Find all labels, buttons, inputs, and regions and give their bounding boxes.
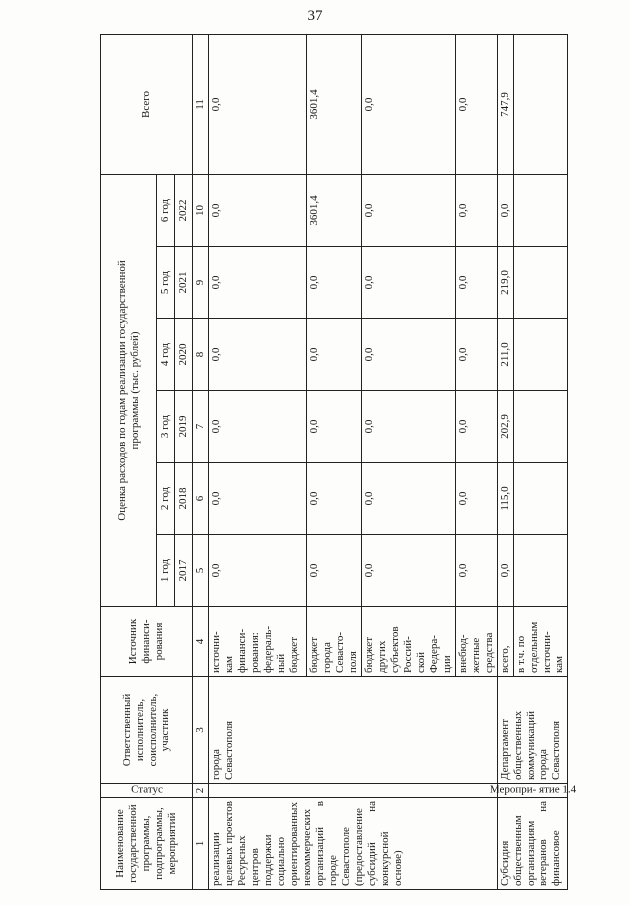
value-cell: 115,0: [497, 463, 513, 535]
year-value: 2018: [175, 463, 193, 535]
col-number: 10: [193, 174, 209, 246]
header-status-text: Статус: [130, 784, 163, 797]
source-cell: внебюд- жетные средства: [455, 607, 497, 677]
col-number: 7: [193, 391, 209, 463]
source-cell: всего,: [497, 607, 513, 677]
status-cell: [489, 784, 576, 798]
total-cell: 0,0: [455, 34, 497, 174]
total-cell: 0,0: [361, 34, 455, 174]
value-cell: 0,0: [361, 463, 455, 535]
year-value: 2019: [175, 391, 193, 463]
year-label: 1 год: [157, 535, 175, 607]
value-cell: 0,0: [361, 247, 455, 319]
year-value: 2017: [175, 535, 193, 607]
value-cell: 202,9: [497, 391, 513, 463]
value-cell: 0,0: [209, 391, 307, 463]
year-label: 5 год: [157, 247, 175, 319]
responsible-cell: города Севастополя: [209, 677, 498, 784]
value-cell: 211,0: [497, 319, 513, 391]
column-number-row: [193, 34, 209, 889]
value-cell: 0,0: [209, 535, 307, 607]
value-cell: [513, 391, 568, 463]
value-cell: [513, 319, 568, 391]
col-number: 8: [193, 319, 209, 391]
value-cell: 219,0: [497, 247, 513, 319]
value-cell: 0,0: [497, 174, 513, 246]
col-number: 6: [193, 463, 209, 535]
value-cell: 0,0: [307, 391, 362, 463]
value-cell: 0,0: [307, 463, 362, 535]
total-cell: 3601,4: [307, 34, 362, 174]
value-cell: [513, 247, 568, 319]
header-status: [101, 784, 193, 798]
program-name-cell: реализации целевых проектов Ресурсных центров поддержки социально ориентированных некоммерческих организаций в городе Севастополе (предоставление субсидий на конкурсной основе): [209, 798, 498, 890]
source-cell: бюджет города Севасто- поля: [307, 607, 362, 677]
year-label: 6 год: [157, 174, 175, 246]
header-estimate: Оценка расходов по годам реализации государственной программы (тыс. рублей): [101, 174, 157, 606]
page-number: 37: [307, 8, 323, 24]
total-cell: 0,0: [209, 34, 307, 174]
value-cell: 0,0: [455, 463, 497, 535]
year-value: 2022: [175, 174, 193, 246]
program-name-cell: Субсидия общественным организациям ветеранов на финансовое: [497, 798, 568, 890]
value-cell: [513, 535, 568, 607]
source-cell: бюджет других субъектов Россий- ской Федера- ции: [361, 607, 455, 677]
year-value: 2020: [175, 319, 193, 391]
value-cell: 0,0: [307, 247, 362, 319]
status-cell: [209, 784, 498, 798]
col-number: 5: [193, 535, 209, 607]
value-cell: 0,0: [361, 174, 455, 246]
responsible-cell: Департамент общественных коммуникаций города Севастополя: [497, 677, 568, 784]
value-cell: [513, 463, 568, 535]
year-label: 2 год: [157, 463, 175, 535]
col-number: 2: [193, 784, 209, 798]
value-cell: 0,0: [361, 391, 455, 463]
value-cell: 0,0: [209, 463, 307, 535]
total-cell: [513, 34, 568, 174]
value-cell: 0,0: [455, 174, 497, 246]
col-number: 11: [193, 34, 209, 174]
header-source: Источник финанси- рования: [101, 607, 193, 677]
value-cell: 0,0: [455, 535, 497, 607]
year-label: 3 год: [157, 391, 175, 463]
value-cell: 0,0: [209, 247, 307, 319]
col-number: 1: [193, 798, 209, 890]
table-row: [497, 34, 513, 889]
value-cell: 0,0: [455, 391, 497, 463]
col-number: 4: [193, 607, 209, 677]
header-responsible: Ответственный исполнитель, соисполнитель, участник: [101, 677, 193, 784]
table-row: [209, 34, 307, 889]
expenditure-table: [100, 34, 576, 890]
value-cell: 0,0: [361, 319, 455, 391]
value-cell: 0,0: [361, 535, 455, 607]
value-cell: 3601,4: [307, 174, 362, 246]
value-cell: [513, 174, 568, 246]
total-cell: 747,9: [497, 34, 513, 174]
value-cell: 0,0: [307, 535, 362, 607]
status-cell-text: Меропри- ятие 1.4: [489, 784, 576, 797]
header-row-1: [101, 34, 157, 889]
value-cell: 0,0: [455, 319, 497, 391]
header-total: Всего: [101, 34, 193, 174]
rotated-table-wrapper: [100, 35, 576, 890]
source-cell: в т.ч. по отдельным источни- кам: [513, 607, 568, 677]
value-cell: 0,0: [209, 174, 307, 246]
col-number: 3: [193, 677, 209, 784]
value-cell: 0,0: [497, 535, 513, 607]
header-name: Наименование государственной программы, подпрограммы, мероприятий: [101, 798, 193, 890]
year-label: 4 год: [157, 319, 175, 391]
value-cell: 0,0: [307, 319, 362, 391]
source-cell: источни- кам финанси- рования: федераль- ный бюджет: [209, 607, 307, 677]
value-cell: 0,0: [209, 319, 307, 391]
year-value: 2021: [175, 247, 193, 319]
col-number: 9: [193, 247, 209, 319]
value-cell: 0,0: [455, 247, 497, 319]
